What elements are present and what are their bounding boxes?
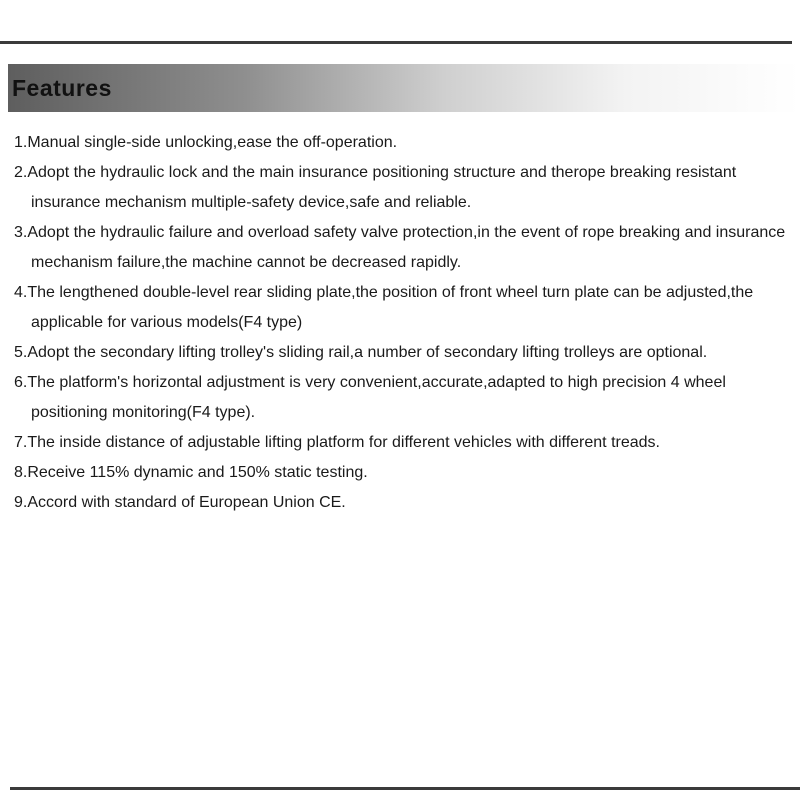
feature-item: 9.Accord with standard of European Union CE. <box>14 494 346 511</box>
feature-item: 4.The lengthened double-level rear sliding plate,the position of front wheel turn plate can be adjusted,the applicable for various models(F4 type) <box>14 284 754 331</box>
feature-item: 3.Adopt the hydraulic failure and overload safety valve protection,in the event of rope breaking and insurance mechanism failure,the machine cannot be decreased rapidly. <box>14 224 786 271</box>
feature-item: 5.Adopt the secondary lifting trolley's sliding rail,a number of secondary lifting trolleys are optional. <box>14 344 708 361</box>
feature-item: 6.The platform's horizontal adjustment is very convenient,accurate,adapted to high precision 4 wheel positioning monitoring(F4 type). <box>14 374 726 421</box>
features-header <box>8 64 800 112</box>
page-title: Features <box>12 74 112 101</box>
feature-item: 7.The inside distance of adjustable lifting platform for different vehicles with different treads. <box>14 434 660 451</box>
feature-item: 1.Manual single-side unlocking,ease the off-operation. <box>14 134 398 151</box>
bottom-divider <box>10 787 800 790</box>
feature-item: 8.Receive 115% dynamic and 150% static testing. <box>14 464 368 481</box>
feature-item: 2.Adopt the hydraulic lock and the main insurance positioning structure and therope breaking resistant insurance mechanism multiple-safety device,safe and reliable. <box>14 164 737 211</box>
features-list <box>14 128 788 518</box>
top-divider <box>0 41 792 44</box>
